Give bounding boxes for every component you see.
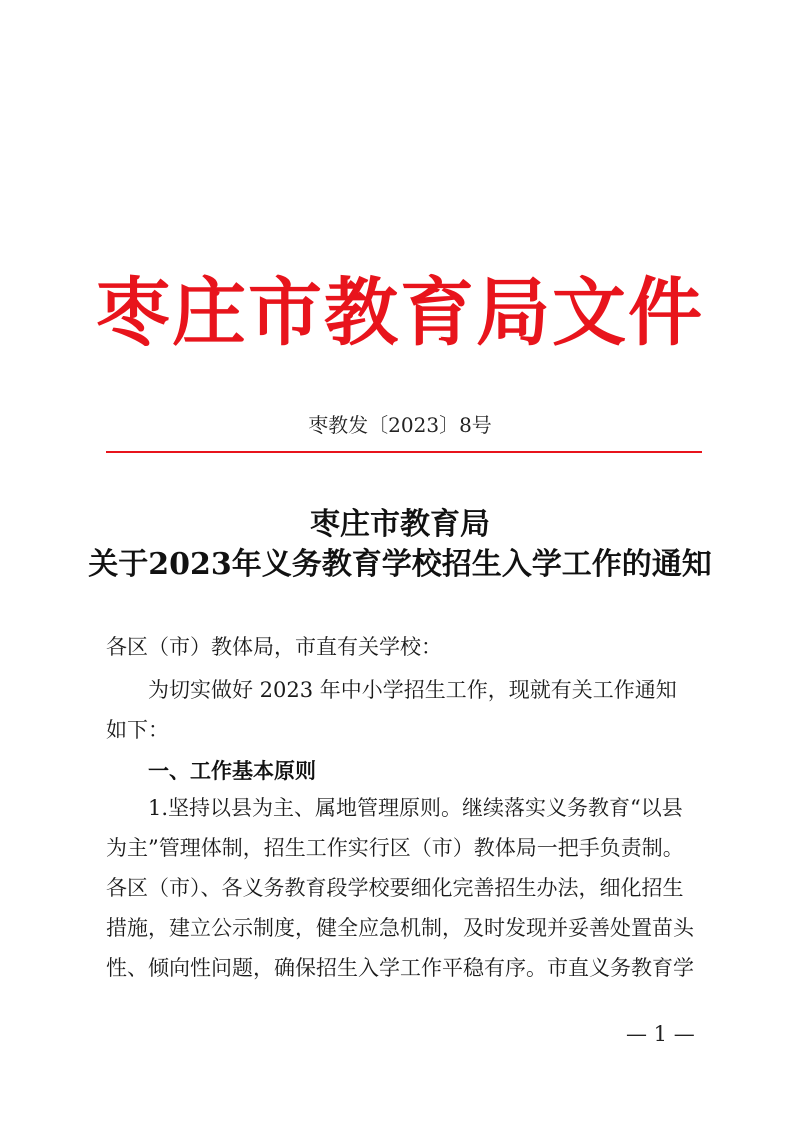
paragraph-line: 1.坚持以县为主、属地管理原则。继续落实义务教育“以县: [148, 796, 683, 820]
intro-paragraph-line: 如下：: [106, 718, 169, 742]
section-heading: 一、工作基本原则: [148, 759, 316, 783]
addressee-line: 各区（市）教体局，市直有关学校：: [106, 635, 442, 659]
paragraph-line: 各区（市）、各义务教育段学校要细化完善招生办法，细化招生: [106, 876, 684, 900]
notice-title-line-2: 关于2023年义务教育学校招生入学工作的通知: [88, 547, 712, 582]
red-divider-line: [106, 451, 702, 453]
document-number: 枣教发〔2023〕8号: [308, 413, 492, 437]
intro-paragraph-line: 为切实做好 2023 年中小学招生工作，现就有关工作通知: [148, 678, 677, 702]
paragraph-line: 为主”管理体制，招生工作实行区（市）教体局一把手负责制。: [106, 836, 684, 860]
paragraph-line: 性、倾向性问题，确保招生入学工作平稳有序。市直义务教育学: [106, 956, 694, 980]
notice-title-line-1: 枣庄市教育局: [310, 507, 490, 542]
issuing-authority-header: 枣庄市教育局文件: [96, 270, 704, 356]
page-number: — 1 —: [626, 1022, 695, 1046]
paragraph-line: 措施，建立公示制度，健全应急机制，及时发现并妥善处置苗头: [106, 916, 694, 940]
